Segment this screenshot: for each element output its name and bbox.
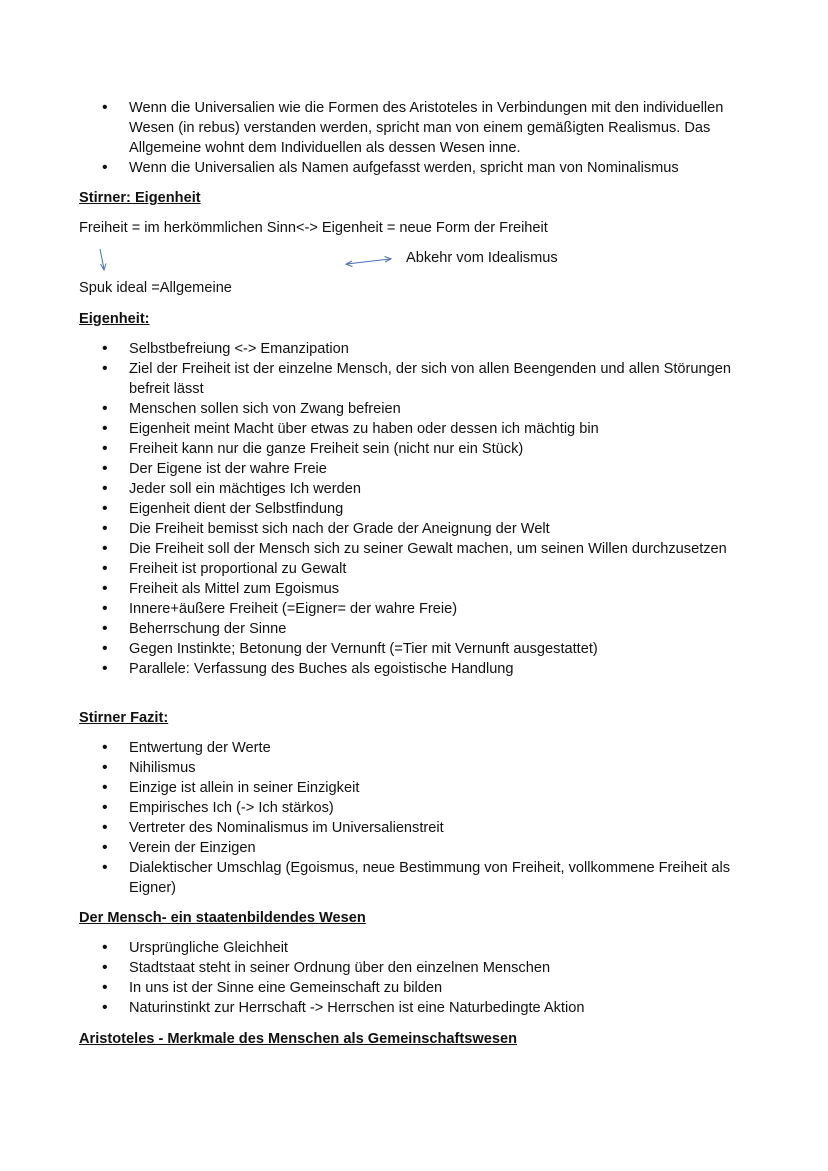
list-item: • Freiheit kann nur die ganze Freiheit sein (nicht nur ein Stück) xyxy=(79,439,749,459)
list-item: • Beherrschung der Sinne xyxy=(79,619,749,639)
list-item: • Ursprüngliche Gleichheit xyxy=(79,938,749,958)
spuk-line: Spuk ideal =Allgemeine xyxy=(79,280,232,296)
list-item: • Ziel der Freiheit ist der einzelne Mensch, der sich von allen Beengenden und allen Störungen befreit lässt xyxy=(79,359,749,399)
list-item: • Eigenheit meint Macht über etwas zu haben oder dessen ich mächtig bin xyxy=(79,419,749,439)
list-item: • Jeder soll ein mächtiges Ich werden xyxy=(79,479,749,499)
stirner-fazit-list xyxy=(79,738,749,898)
list-item: • Empirisches Ich (-> Ich stärkos) xyxy=(79,798,749,818)
list-item: • Gegen Instinkte; Betonung der Vernunft (=Tier mit Vernunft ausgestattet) xyxy=(79,639,749,659)
list-item: • Wenn die Universalien wie die Formen des Aristoteles in Verbindungen mit den individuellen Wesen (in rebus) verstanden werden, spricht man von einem gemäßigten Realismus. Das Allgemeine wohnt dem Individuellen als dessen Wesen inne. xyxy=(79,98,749,158)
list-item: • Stadtstaat steht in seiner Ordnung über den einzelnen Menschen xyxy=(79,958,749,978)
stirner-fazit-section xyxy=(79,738,749,898)
list-item: • Eigenheit dient der Selbstfindung xyxy=(79,499,749,519)
freiheit-definition: Freiheit = im herkömmlichen Sinn<-> Eigenheit = neue Form der Freiheit xyxy=(79,220,548,236)
eigenheit-list xyxy=(79,339,749,679)
list-item: • Die Freiheit bemisst sich nach der Grade der Aneignung der Welt xyxy=(79,519,749,539)
universalien-section xyxy=(79,98,749,178)
heading-aristoteles: Aristoteles - Merkmale des Menschen als Gemeinschaftswesen xyxy=(79,1031,517,1047)
list-item: • Freiheit ist proportional zu Gewalt xyxy=(79,559,749,579)
list-item: • Verein der Einzigen xyxy=(79,838,749,858)
heading-eigenheit: Eigenheit: xyxy=(79,311,150,327)
list-item: • Die Freiheit soll der Mensch sich zu seiner Gewalt machen, um seinen Willen durchzusetzen xyxy=(79,539,749,559)
list-item: • Vertreter des Nominalismus im Universalienstreit xyxy=(79,818,749,838)
list-item: • Naturinstinkt zur Herrschaft -> Herrschen ist eine Naturbedingte Aktion xyxy=(79,998,749,1018)
list-item: • Menschen sollen sich von Zwang befreien xyxy=(79,399,749,419)
universalien-list xyxy=(79,98,749,178)
heading-stirner-fazit: Stirner Fazit: xyxy=(79,710,169,726)
heading-mensch-staat: Der Mensch- ein staatenbildendes Wesen xyxy=(79,910,366,926)
list-item: • Wenn die Universalien als Namen aufgefasst werden, spricht man von Nominalismus xyxy=(79,158,749,178)
mensch-staat-section xyxy=(79,938,749,1018)
eigenheit-section xyxy=(79,339,749,679)
list-item: • Innere+äußere Freiheit (=Eigner= der wahre Freie) xyxy=(79,599,749,619)
list-item: • Der Eigene ist der wahre Freie xyxy=(79,459,749,479)
list-item: • Einzige ist allein in seiner Einzigkeit xyxy=(79,778,749,798)
list-item: • Freiheit als Mittel zum Egoismus xyxy=(79,579,749,599)
list-item: • Entwertung der Werte xyxy=(79,738,749,758)
double-arrow-icon xyxy=(344,254,394,268)
heading-stirner-eigenheit: Stirner: Eigenheit xyxy=(79,190,201,206)
arrow-down-icon xyxy=(96,247,110,273)
list-item: • In uns ist der Sinne eine Gemeinschaft zu bilden xyxy=(79,978,749,998)
mensch-staat-list xyxy=(79,938,749,1018)
list-item: • Parallele: Verfassung des Buches als egoistische Handlung xyxy=(79,659,749,679)
arrow-note: Abkehr vom Idealismus xyxy=(406,250,558,266)
list-item: • Selbstbefreiung <-> Emanzipation xyxy=(79,339,749,359)
list-item: • Dialektischer Umschlag (Egoismus, neue Bestimmung von Freiheit, vollkommene Freiheit als Eigner) xyxy=(79,858,749,898)
list-item: • Nihilismus xyxy=(79,758,749,778)
